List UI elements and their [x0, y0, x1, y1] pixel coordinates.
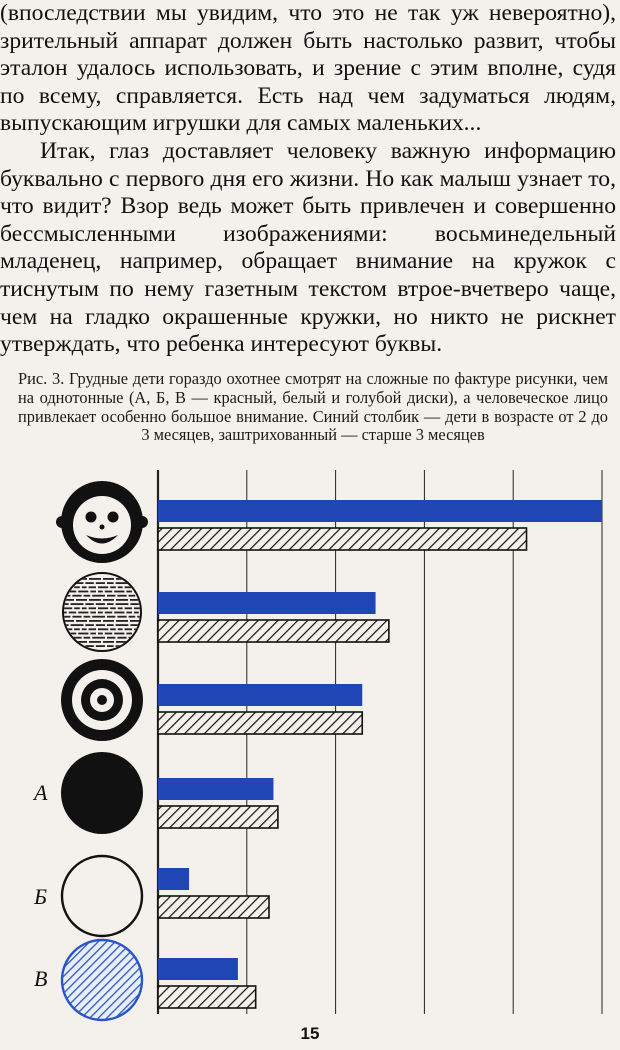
newsprint-word — [117, 616, 126, 618]
newsprint-word — [141, 582, 150, 584]
category-labels — [32, 780, 48, 991]
newsprint-word — [76, 620, 87, 622]
newsprint-word — [62, 578, 74, 580]
newsprint-word — [130, 582, 138, 584]
newsprint-word — [134, 607, 144, 609]
newsprint-word — [141, 624, 150, 626]
newsprint-word — [98, 628, 108, 630]
bar-younger-2 — [158, 592, 376, 614]
newsprint-word — [107, 637, 115, 639]
newsprint-word — [118, 628, 123, 630]
newsprint-word — [130, 603, 138, 605]
newsprint-word — [85, 624, 93, 626]
newsprint-word — [118, 586, 123, 588]
hatched-disc-v-icon — [62, 940, 142, 1020]
bullseye-icon — [61, 659, 143, 741]
newsprint-word — [78, 591, 88, 593]
newsprint-word — [116, 620, 128, 622]
newsprint-word — [126, 612, 132, 614]
newsprint-word — [78, 633, 88, 635]
newsprint-word — [89, 628, 96, 630]
newsprint-word — [129, 595, 136, 597]
newsprint-word — [137, 595, 150, 597]
newsprint-word — [71, 624, 84, 626]
newsprint-word — [141, 633, 148, 635]
newsprint-word — [98, 633, 103, 635]
newsprint-word — [141, 591, 148, 593]
newsprint-word — [82, 586, 87, 588]
newsprint-word — [134, 612, 139, 614]
bar-older-3 — [158, 712, 362, 734]
newsprint-word — [126, 591, 132, 593]
newsprint-word — [90, 591, 96, 593]
newsprint-word — [117, 595, 126, 597]
newsprint-word — [62, 641, 74, 643]
newsprint-word — [96, 624, 105, 626]
newsprint-word — [130, 641, 141, 643]
newsprint-word — [72, 616, 81, 618]
newsprint-word — [98, 607, 108, 609]
newsprint-word — [76, 599, 87, 601]
bar-older-4 — [158, 806, 278, 828]
newsprint-word — [90, 633, 96, 635]
newsprint-word — [89, 607, 96, 609]
newsprint-word — [116, 603, 129, 605]
newsprint-word — [103, 620, 114, 622]
newsprint-word — [103, 599, 114, 601]
newsprint-word — [105, 591, 112, 593]
face-icon — [56, 481, 148, 563]
newsprint-word — [141, 645, 150, 647]
page-number: 15 — [300, 1024, 320, 1043]
newsprint-word — [74, 628, 80, 630]
bar-older-6 — [158, 986, 256, 1008]
newsprint-word — [89, 599, 101, 601]
newsprint-word — [125, 628, 132, 630]
newsprint-word — [114, 591, 124, 593]
newsprint-word — [62, 591, 67, 593]
newsprint-word — [103, 641, 114, 643]
newsprint-word — [85, 582, 93, 584]
category-label: В — [34, 966, 48, 991]
newsprint-word — [89, 586, 96, 588]
newsprint-word — [118, 607, 123, 609]
newsprint-word — [107, 603, 114, 605]
newsprint-word — [72, 595, 81, 597]
newsprint-word — [84, 595, 91, 597]
newsprint-word — [126, 633, 132, 635]
newsprint-word — [98, 586, 108, 588]
bar-younger-4 — [158, 778, 273, 800]
bar-older-1 — [158, 528, 527, 550]
newsprint-word — [62, 633, 67, 635]
newsprint-word — [82, 607, 87, 609]
newsprint-word — [98, 612, 103, 614]
newsprint-word — [96, 603, 105, 605]
newsprint-word — [107, 616, 115, 618]
newsprint-word — [69, 612, 76, 614]
figure-caption: Рис. 3. Грудные дети гораздо охотнее смотрят на сложные по фактуре рисунки, чем на однотонные (А, Б, В — красный, белый и голубой диски), а человеческое лицо привлекает особенно большое внимание. Синий столбик — дети в возрасте от 2 до 3 месяцев, заштрихованный — старше 3 месяцев — [18, 369, 608, 445]
newsprint-word — [141, 603, 150, 605]
newsprint-word — [137, 616, 150, 618]
newsprint-word — [114, 612, 124, 614]
bar-older-5 — [158, 896, 269, 918]
newsprint-word — [117, 637, 126, 639]
newsprint-word — [103, 578, 114, 580]
chart-category-icons — [56, 481, 150, 1020]
newsprint-word — [84, 637, 91, 639]
newsprint-word — [110, 586, 116, 588]
newsprint-word — [125, 607, 132, 609]
newsprint-word — [110, 607, 116, 609]
newsprint-word — [134, 586, 144, 588]
newsprint-word — [89, 641, 101, 643]
newsprint-word — [85, 603, 93, 605]
newsprint-word — [96, 645, 105, 647]
newsprint-word — [85, 645, 93, 647]
newsprint-word — [92, 616, 105, 618]
newsprint-word — [90, 612, 96, 614]
newsprint-word — [62, 645, 69, 647]
bar-chart — [0, 462, 620, 1022]
bar-younger-3 — [158, 684, 362, 706]
newsprint-word — [78, 612, 88, 614]
newsprint-word — [114, 633, 124, 635]
category-label: А — [34, 780, 48, 805]
newsprint-word — [62, 582, 69, 584]
newsprint-word — [137, 637, 150, 639]
chart-bars — [158, 500, 602, 1008]
chart-grid — [158, 470, 602, 1014]
newsprint-word — [116, 624, 129, 626]
bar-younger-1 — [158, 500, 602, 522]
bar-older-2 — [158, 620, 389, 642]
newsprint-word — [92, 637, 105, 639]
bar-younger-6 — [158, 958, 238, 980]
newsprint-word — [89, 578, 101, 580]
newsprint-word — [74, 607, 80, 609]
paragraph-1: (впоследствии мы увидим, что это не так уж невероятно), зрительный аппарат должен быть настолько развит, чтобы эталон удалось использовать, и зрение с этим вполне, судя по всему, справляется. Есть над чем задуматься людям, выпускающим игрушки для самых маленьких... — [0, 0, 616, 137]
newsprint-word — [107, 582, 114, 584]
newsprint-word — [89, 620, 101, 622]
newsprint-disc-icon — [62, 573, 150, 651]
white-disc-b-icon — [62, 856, 142, 936]
solid-disc-a-icon — [61, 752, 143, 834]
newsprint-word — [105, 612, 112, 614]
newsprint-word — [98, 591, 103, 593]
category-label: Б — [34, 884, 47, 909]
newsprint-word — [130, 645, 138, 647]
bar-younger-5 — [158, 868, 189, 890]
newsprint-word — [105, 633, 112, 635]
newsprint-word — [96, 582, 105, 584]
newsprint-word — [130, 578, 141, 580]
newsprint-word — [107, 645, 114, 647]
newsprint-word — [74, 586, 80, 588]
newsprint-word — [110, 628, 116, 630]
newsprint-word — [84, 616, 91, 618]
newsprint-word — [107, 595, 115, 597]
newsprint-word — [116, 599, 128, 601]
newsprint-word — [82, 628, 87, 630]
newsprint-word — [129, 616, 136, 618]
newsprint-word — [92, 595, 105, 597]
paragraph-2: Итак, глаз доставляет человеку важную информацию буквально с первого дня его жизни. Но как малыш узнает то, что видит? Взор ведь может быть привлечен и совершенно бессмысленными изображениями: восьминедельный младенец, например, обращает внимание на кружок с тиснутым по нему газетным текстом втрое-вчетверо чаще, чем на гладко окрашенные кружки, но никто не рискнет утверждать, что ребенка интересуют буквы. — [0, 138, 616, 358]
newsprint-word — [62, 637, 70, 639]
newsprint-word — [107, 624, 114, 626]
newsprint-word — [71, 603, 84, 605]
